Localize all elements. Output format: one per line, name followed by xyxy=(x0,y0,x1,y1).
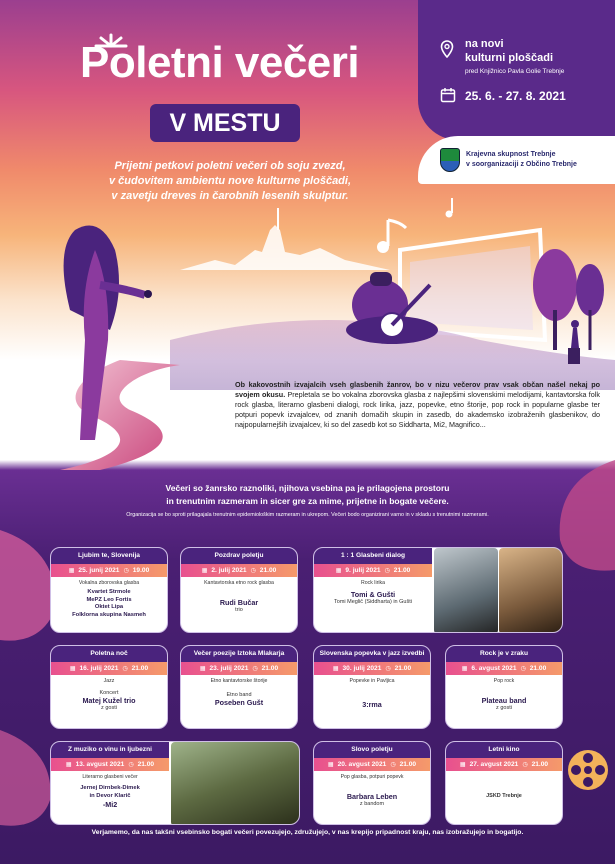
calendar-icon: ▦ xyxy=(69,666,76,672)
event-card xyxy=(313,645,431,729)
event-time: 21.00 xyxy=(131,665,149,672)
event-performer: Poseben Gušt xyxy=(214,698,264,707)
event-date-bar xyxy=(446,758,562,771)
event-date-bar xyxy=(51,662,167,675)
calendar-icon xyxy=(440,87,456,103)
event-time: 19.00 xyxy=(132,567,150,574)
calendar-icon: ▦ xyxy=(65,762,72,768)
calendar-icon: ▦ xyxy=(199,666,206,672)
event-time: 21.00 xyxy=(259,567,277,574)
event-title: Rock je v zraku xyxy=(446,646,562,662)
event-title: Slovo poletju xyxy=(314,742,430,758)
event-note: z gosti xyxy=(496,705,512,711)
middle-line1: Večeri so žanrsko raznoliki, njihova vsebina pa je prilagojena prostoru xyxy=(165,483,450,493)
event-title: 1 : 1 Glasbeni dialog xyxy=(314,548,432,564)
event-dates: 25. 6. - 27. 8. 2021 xyxy=(465,89,566,103)
event-date: 27. avgust 2021 xyxy=(469,761,519,768)
description-lead: Ob kakovostnih izvajalcih vseh glasbenih žanrov, bo v nizu večerov prav vsak občan našel nekaj po svojem okusu. xyxy=(235,380,600,399)
event-title: Poletna noč xyxy=(51,646,167,662)
calendar-icon: ▦ xyxy=(461,666,468,672)
event-performer: Tomi & Gušti xyxy=(350,590,396,599)
event-date-bar xyxy=(181,564,297,577)
event-title: Pozdrav poletju xyxy=(181,548,297,564)
event-date: 6. avgust 2021 xyxy=(471,665,517,672)
event-genre: Etno kantavtorske štorije xyxy=(210,678,268,684)
statue-figure xyxy=(568,320,580,364)
organizer-line2: v soorganizaciji z Občino Trebnje xyxy=(466,161,577,168)
event-date: 25. junij 2021 xyxy=(78,567,120,574)
event-date: 16. julij 2021 xyxy=(79,665,119,672)
event-performer: Kvartet Strmole xyxy=(87,589,131,595)
page-subtitle: V MESTU xyxy=(150,104,300,142)
calendar-icon: ▦ xyxy=(201,568,208,574)
clock-icon: ◷ xyxy=(522,762,528,768)
clock-icon: ◷ xyxy=(250,568,256,574)
clock-icon: ◷ xyxy=(123,568,129,574)
event-performer: Plateau band xyxy=(481,696,527,705)
performer-photo xyxy=(499,548,563,633)
event-date-bar xyxy=(314,758,430,771)
organizer-line1: Krajevna skupnost Trebnje xyxy=(466,151,556,158)
event-card xyxy=(180,547,298,633)
event-card xyxy=(180,645,298,729)
event-card xyxy=(445,741,563,825)
clock-icon: ◷ xyxy=(520,666,526,672)
intro-line1: Prijetni petkovi poletni večeri ob soju zvezd, xyxy=(114,160,346,172)
calendar-icon: ▦ xyxy=(68,568,75,574)
event-time: 21.00 xyxy=(531,761,549,768)
clock-icon: ◷ xyxy=(122,666,128,672)
event-date-bar xyxy=(51,564,167,577)
event-title: Z muziko o vinu in ljubezni xyxy=(51,742,169,758)
clock-icon: ◷ xyxy=(384,568,390,574)
event-time: 21.00 xyxy=(137,761,155,768)
event-title: Letni kino xyxy=(446,742,562,758)
event-title: Slovenska popevka v jazz izvedbi xyxy=(314,646,430,662)
event-genre: Vokalna zborovska glasba xyxy=(78,580,140,586)
event-note: z bandom xyxy=(359,801,385,807)
film-reel-icon xyxy=(566,748,610,792)
location-line2: kulturni ploščadi xyxy=(465,52,554,64)
event-performer: Matej Kužel trio xyxy=(82,696,136,705)
event-pre: Etno band xyxy=(226,692,252,698)
event-date-bar xyxy=(314,564,432,577)
event-date-bar xyxy=(314,662,430,675)
event-note: Tomi Meglič (Siddharta) in Gušti xyxy=(334,599,412,605)
event-performer: Barbara Leben xyxy=(346,792,398,801)
calendar-icon: ▦ xyxy=(327,762,334,768)
clock-icon: ◷ xyxy=(385,666,391,672)
event-genre: Literarno glasbeni večer xyxy=(82,774,138,780)
event-date: 20. avgust 2021 xyxy=(337,761,387,768)
event-time: 21.00 xyxy=(399,761,417,768)
performer-photo xyxy=(171,742,300,825)
event-card-info xyxy=(314,548,432,605)
event-performer: Rudi Bučar xyxy=(219,598,259,607)
event-card xyxy=(313,741,431,825)
event-time: 21.00 xyxy=(261,665,279,672)
event-genre: Kantavtorska etno rock glasba xyxy=(204,580,274,586)
event-card xyxy=(50,547,168,633)
location-pin-icon xyxy=(440,40,454,58)
event-note: trio xyxy=(235,607,243,613)
clock-icon: ◷ xyxy=(252,666,258,672)
page-title: Poletni večeri xyxy=(80,38,360,87)
event-card xyxy=(445,645,563,729)
description-body: Prepletala se bo vokalna zborovska glasba z najlepšimi slovenskimi melodijami, kantavtorska folk rock glasba, literarno glasbeni dialogi, rock lirika, jazz, popevke, etno štorije, pop rock in popularne glasbe ter potpuri popevk izvajalcev, od znanih domačih skupin in zasedb, do akademsko izobraženih glasbenikov, do najpopularnejših izvajalcev, ki so del zasedb kot so Siddharta, Mi2, Magnifico... xyxy=(235,390,600,429)
event-card xyxy=(50,645,168,729)
event-performer: 3:rma xyxy=(362,700,382,709)
event-date: 13. avgust 2021 xyxy=(75,761,125,768)
event-performer: Oktet Lipa xyxy=(94,604,124,610)
event-card-info xyxy=(51,742,169,809)
event-performer: MePZ Leo Fortis xyxy=(86,596,132,603)
performer-photo xyxy=(434,548,498,633)
event-genre: Pop rock xyxy=(493,678,515,684)
event-pre: Koncert xyxy=(99,690,119,696)
music-note-icon xyxy=(446,198,453,218)
location-sub: pred Knjižnico Pavla Golie Trebnje xyxy=(465,68,565,75)
event-performer: Folklorna skupina Nasmeh xyxy=(72,611,146,618)
event-performer: Jernej Dirnbek-Dimek xyxy=(80,785,140,791)
intro-line3: v zavetju dreves in čarobnih lesenih skulptur. xyxy=(111,190,349,202)
description xyxy=(235,380,600,430)
event-genre: Popevke in Pavljica xyxy=(349,678,395,684)
calendar-icon: ▦ xyxy=(335,568,342,574)
event-genre: Jazz xyxy=(103,678,115,684)
event-date: 23. julij 2021 xyxy=(209,665,249,672)
event-date-bar xyxy=(446,662,562,675)
event-date: 30. julij 2021 xyxy=(342,665,382,672)
event-title: Ljubim te, Slovenija xyxy=(51,548,167,564)
event-card xyxy=(313,547,563,633)
event-date-bar xyxy=(51,758,169,771)
event-date-bar xyxy=(181,662,297,675)
intro-line2: v čudovitem ambientu nove kulturne ploščadi, xyxy=(108,175,352,187)
calendar-icon: ▦ xyxy=(459,762,466,768)
middle-note: Organizacija se bo sproti prilagajala trenutnim epidemiološkim razmeram in ukrepom. Večeri bodo organizirani varno in v skladu s trenutnimi razmerami. xyxy=(126,512,489,518)
event-genre: Rock lirika xyxy=(361,580,385,586)
event-time: 21.00 xyxy=(394,665,412,672)
clock-icon: ◷ xyxy=(128,762,134,768)
event-time: 21.00 xyxy=(529,665,547,672)
event-date: 2. julij 2021 xyxy=(211,567,247,574)
event-performer: JSKD Trebnje xyxy=(486,793,522,799)
footer-text: Verjamemo, da nas takšni vsebinsko bogati večeri povezujejo, združujejo, v nas krepijo pripadnost kraju, nas izobražujejo in bogatijo. xyxy=(91,829,524,836)
event-card xyxy=(50,741,300,825)
event-note: z gosti xyxy=(101,705,117,711)
event-title: Večer poezije Iztoka Mlakarja xyxy=(181,646,297,662)
event-genre: Pop glasba, potpuri popevk xyxy=(340,774,404,780)
clock-icon: ◷ xyxy=(390,762,396,768)
event-performer: in Devor Klarič xyxy=(89,792,131,799)
event-time: 21.00 xyxy=(393,567,411,574)
event-date: 9. julij 2021 xyxy=(345,567,381,574)
middle-line2: in trenutnim razmeram in sicer gre za mime, prijetne in bogate večere. xyxy=(166,496,449,506)
calendar-icon: ▦ xyxy=(332,666,339,672)
location-line1: na novi xyxy=(465,38,504,50)
event-performer: -Mi2 xyxy=(102,800,118,809)
